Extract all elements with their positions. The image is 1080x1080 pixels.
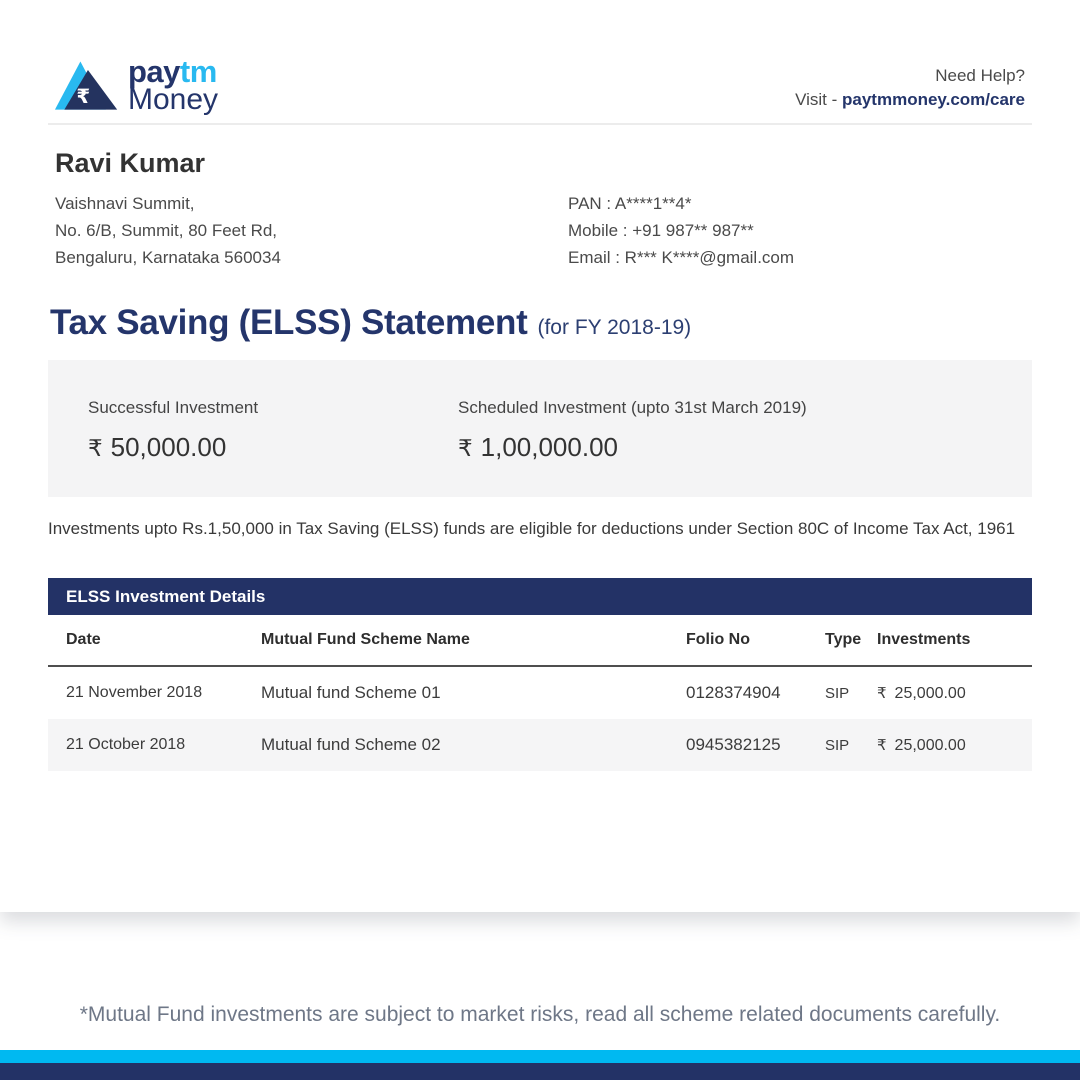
paytm-money-triangle-icon: [54, 56, 120, 116]
cell-scheme: Mutual fund Scheme 01: [261, 683, 441, 702]
statement-title-row: [50, 303, 691, 343]
investment-summary-box: [48, 360, 1032, 497]
col-header-folio: Folio No: [686, 631, 750, 648]
scheduled-investment-label: Scheduled Investment (upto 31st March 2019): [458, 398, 807, 417]
need-help-block: [795, 64, 1025, 112]
cell-folio: 0128374904: [686, 683, 781, 702]
customer-address: [55, 190, 281, 271]
customer-email: Email : R*** K****@gmail.com: [568, 248, 795, 267]
successful-investment: [88, 398, 258, 463]
visit-line: [795, 88, 1025, 112]
customer-name: Ravi Kumar: [55, 148, 206, 178]
amount-value: 50,000.00: [110, 432, 227, 462]
cell-type: SIP: [825, 736, 850, 754]
customer-pan: PAN : A****1**4*: [568, 194, 692, 213]
footer-navy-bar: [0, 1063, 1080, 1080]
paytm-money-logo: [54, 56, 218, 116]
col-header-scheme: Mutual Fund Scheme Name: [261, 631, 470, 648]
cell-investment: [877, 735, 1032, 755]
amount-value: 25,000.00: [894, 737, 966, 754]
scheduled-investment-amount: [458, 432, 807, 463]
table-row: [48, 719, 1032, 771]
address-line: Vaishnavi Summit,: [55, 194, 195, 213]
visit-prefix: Visit -: [795, 90, 843, 109]
rupee-symbol: ₹: [458, 435, 473, 461]
footer-cyan-bar: [0, 1050, 1080, 1063]
statement-subtitle: (for FY 2018-19): [537, 316, 692, 339]
amount-value: 25,000.00: [894, 685, 966, 702]
customer-contact: [568, 190, 794, 271]
logo-text-tm: tm: [179, 54, 217, 89]
need-help-text: Need Help?: [935, 66, 1025, 85]
eligibility-note: Investments upto Rs.1,50,000 in Tax Saving (ELSS) funds are eligible for deductions under Section 80C of Income Tax Act, 1961: [48, 519, 1016, 538]
rupee-symbol: ₹: [88, 435, 103, 461]
elss-investment-table: [48, 578, 1032, 771]
address-line: No. 6/B, Summit, 80 Feet Rd,: [55, 221, 278, 240]
header-divider: [48, 123, 1032, 125]
cell-date: 21 November 2018: [66, 684, 203, 701]
table-row: [48, 667, 1032, 719]
amount-value: 1,00,000.00: [480, 432, 618, 462]
successful-investment-label: Successful Investment: [88, 398, 259, 417]
cell-investment: [877, 683, 1032, 703]
rupee-symbol: ₹: [877, 737, 887, 754]
statement-title: Tax Saving (ELSS) Statement: [50, 303, 528, 342]
address-line: Bengaluru, Karnataka 560034: [55, 248, 281, 267]
logo-wordmark: [128, 56, 218, 116]
col-header-type: Type: [825, 631, 862, 648]
scheduled-investment: [458, 398, 807, 463]
logo-text-money: Money: [128, 83, 219, 116]
successful-investment-amount: [88, 432, 258, 463]
cell-type: SIP: [825, 684, 850, 702]
cell-folio: 0945382125: [686, 735, 781, 754]
cell-scheme: Mutual fund Scheme 02: [261, 735, 441, 754]
table-header-row: [48, 615, 1032, 667]
col-header-date: Date: [66, 631, 101, 648]
market-risk-disclaimer: *Mutual Fund investments are subject to market risks, read all scheme related documents carefully.: [79, 1003, 1001, 1026]
rupee-symbol: ₹: [877, 685, 887, 702]
care-link[interactable]: paytmmoney.com/care: [842, 90, 1025, 109]
customer-mobile: Mobile : +91 987** 987**: [568, 221, 754, 240]
cell-date: 21 October 2018: [66, 736, 186, 753]
logo-text-pay: pay: [128, 54, 180, 89]
table-title-bar: ELSS Investment Details: [48, 578, 1032, 615]
col-header-investments: Investments: [877, 631, 971, 648]
rupee-icon: ₹: [76, 84, 91, 108]
